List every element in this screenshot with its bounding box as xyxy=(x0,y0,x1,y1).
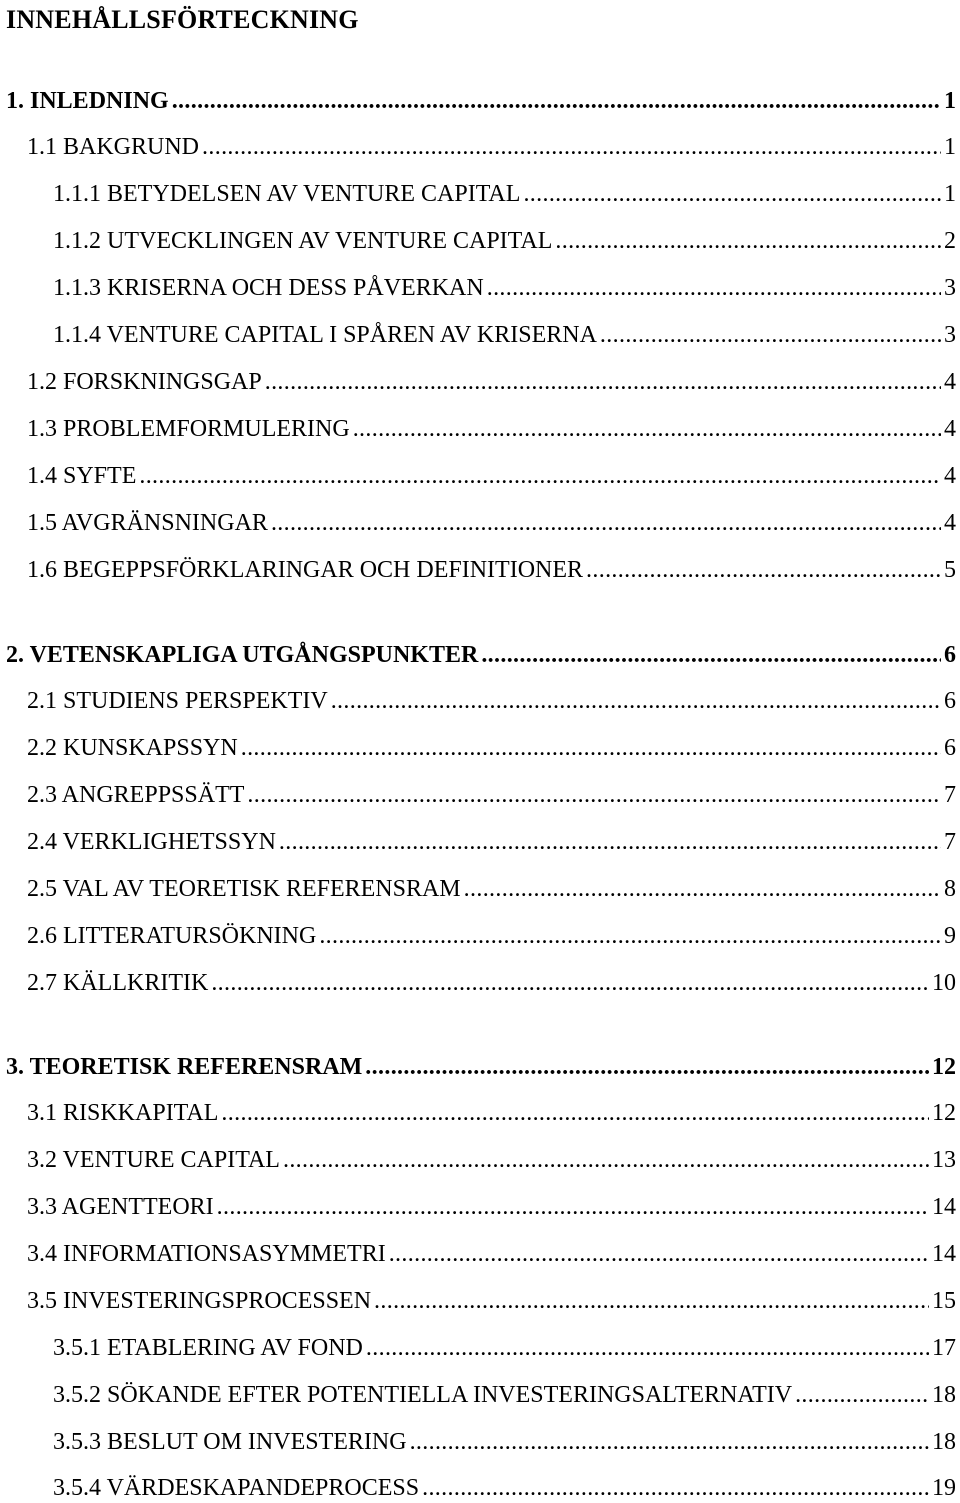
toc-entry-label: 1.1.3 KRISERNA OCH DESS PÅVERKAN xyxy=(53,275,484,301)
toc-entry-label: 3.2 VENTURE CAPITAL xyxy=(27,1147,280,1173)
toc-entry-label: 2.2 KUNSKAPSSYN xyxy=(27,735,238,761)
toc-entry-page: 4 xyxy=(944,416,956,442)
dot-leader xyxy=(265,367,941,397)
dot-leader xyxy=(221,1098,929,1128)
toc-entry-page: 15 xyxy=(932,1288,956,1314)
toc-title: INNEHÅLLSFÖRTECKNING xyxy=(6,5,359,34)
toc-entry-page: 8 xyxy=(944,876,956,902)
dot-leader xyxy=(283,1145,929,1175)
toc-entry-page: 2 xyxy=(944,228,956,254)
toc-entry[interactable] xyxy=(6,640,960,670)
dot-leader xyxy=(481,640,941,670)
toc-entry[interactable] xyxy=(27,1192,960,1222)
toc-entry-label: 2.4 VERKLIGHETSSYN xyxy=(27,829,276,855)
dot-leader xyxy=(247,780,941,810)
toc-entry[interactable] xyxy=(27,827,960,857)
toc-entry-page: 14 xyxy=(932,1194,956,1220)
dot-leader xyxy=(374,1286,929,1316)
dot-leader xyxy=(523,179,941,209)
toc-entry-page: 12 xyxy=(932,1054,956,1080)
toc-entry-page: 13 xyxy=(932,1147,956,1173)
toc-entry[interactable] xyxy=(53,226,960,256)
toc-entry-page: 3 xyxy=(944,322,956,348)
toc-entry[interactable] xyxy=(27,461,960,491)
dot-leader xyxy=(422,1473,929,1503)
dot-leader xyxy=(795,1380,929,1410)
toc-entry[interactable] xyxy=(27,555,960,585)
toc-entry-page: 7 xyxy=(944,782,956,808)
dot-leader xyxy=(202,132,941,162)
dot-leader xyxy=(586,555,941,585)
dot-leader xyxy=(353,414,941,444)
toc-entry[interactable] xyxy=(27,1098,960,1128)
toc-entry-label: 3.5.4 VÄRDESKAPANDEPROCESS xyxy=(53,1475,420,1501)
toc-entry-label: 3.3 AGENTTEORI xyxy=(27,1194,214,1220)
toc-entry-label: 2.7 KÄLLKRITIK xyxy=(27,970,209,996)
dot-leader xyxy=(365,1052,929,1082)
toc-entry-label: 1.1 BAKGRUND xyxy=(27,134,200,160)
toc-entry-page: 6 xyxy=(944,735,956,761)
dot-leader xyxy=(211,968,929,998)
dot-leader xyxy=(139,461,941,491)
dot-leader xyxy=(464,874,941,904)
dot-leader xyxy=(279,827,941,857)
toc-entry-page: 4 xyxy=(944,463,956,489)
dot-leader xyxy=(366,1333,929,1363)
toc-entry-label: 1.3 PROBLEMFORMULERING xyxy=(27,416,350,442)
toc-entry-label: 3.4 INFORMATIONSASYMMETRI xyxy=(27,1241,386,1267)
toc-entry[interactable] xyxy=(27,132,960,162)
toc-entry-page: 1 xyxy=(944,181,956,207)
dot-leader xyxy=(389,1239,929,1269)
dot-leader xyxy=(331,686,941,716)
toc-entry[interactable] xyxy=(6,86,960,116)
toc-entry-label: 3.5.3 BESLUT OM INVESTERING xyxy=(53,1429,407,1455)
toc-entry-label: 1.1.2 UTVECKLINGEN AV VENTURE CAPITAL xyxy=(53,228,553,254)
toc-entry-label: 2.6 LITTERATURSÖKNING xyxy=(27,923,317,949)
toc-entry-page: 1 xyxy=(944,134,956,160)
toc-entry-label: 1.1.4 VENTURE CAPITAL I SPÅREN AV KRISERNA xyxy=(53,322,597,348)
toc-entry-page: 17 xyxy=(932,1335,956,1361)
toc-entry[interactable] xyxy=(53,179,960,209)
toc-entry-page: 14 xyxy=(932,1241,956,1267)
toc-entry-page: 7 xyxy=(944,829,956,855)
toc-entry[interactable] xyxy=(27,921,960,951)
toc-entry[interactable] xyxy=(27,367,960,397)
toc-entry-label: 1.4 SYFTE xyxy=(27,463,137,489)
toc-entry-page: 1 xyxy=(944,88,956,114)
toc-entry[interactable] xyxy=(53,320,960,350)
toc-entry[interactable] xyxy=(27,1286,960,1316)
toc-entry-label: 1.6 BEGEPPSFÖRKLARINGAR OCH DEFINITIONER xyxy=(27,557,584,583)
toc-entry-page: 10 xyxy=(932,970,956,996)
toc-entry-label: 3.5 INVESTERINGSPROCESSEN xyxy=(27,1288,372,1314)
toc-entry-page: 12 xyxy=(932,1100,956,1126)
toc-entry-label: 2.5 VAL AV TEORETISK REFERENSRAM xyxy=(27,876,461,902)
toc-entry-page: 9 xyxy=(944,923,956,949)
toc-entry[interactable] xyxy=(53,1380,960,1410)
dot-leader xyxy=(600,320,941,350)
toc-entry[interactable] xyxy=(27,1145,960,1175)
toc-entry[interactable] xyxy=(27,686,960,716)
toc-entry-label: 1.1.1 BETYDELSEN AV VENTURE CAPITAL xyxy=(53,181,521,207)
toc-entry[interactable] xyxy=(27,414,960,444)
toc-entry-label: 2.3 ANGREPPSSÄTT xyxy=(27,782,245,808)
toc-entry-label: 2. VETENSKAPLIGA UTGÅNGSPUNKTER xyxy=(6,642,479,668)
toc-entry[interactable] xyxy=(27,874,960,904)
toc-entry[interactable] xyxy=(27,508,960,538)
dot-leader xyxy=(172,86,941,116)
toc-entry-label: 1.2 FORSKNINGSGAP xyxy=(27,369,262,395)
toc-entry-label: 3.5.2 SÖKANDE EFTER POTENTIELLA INVESTERINGSALTERNATIV xyxy=(53,1382,793,1408)
toc-entry-label: 1.5 AVGRÄNSNINGAR xyxy=(27,510,268,536)
toc-entry-page: 3 xyxy=(944,275,956,301)
dot-leader xyxy=(319,921,941,951)
toc-entry-label: 3.1 RISKKAPITAL xyxy=(27,1100,219,1126)
toc-entry-label: 3. TEORETISK REFERENSRAM xyxy=(6,1054,363,1080)
dot-leader xyxy=(555,226,941,256)
dot-leader xyxy=(487,273,941,303)
toc-entry-label: 3.5.1 ETABLERING AV FOND xyxy=(53,1335,363,1361)
dot-leader xyxy=(217,1192,929,1222)
toc-entry-page: 6 xyxy=(944,688,956,714)
toc-entry[interactable] xyxy=(53,1427,960,1457)
toc-entry-label: 1. INLEDNING xyxy=(6,88,169,114)
toc-entry[interactable] xyxy=(27,780,960,810)
toc-entry-page: 18 xyxy=(932,1382,956,1408)
toc-entry[interactable] xyxy=(53,1473,960,1503)
toc-entry-page: 18 xyxy=(932,1429,956,1455)
dot-leader xyxy=(410,1427,929,1457)
toc-entry-page: 5 xyxy=(944,557,956,583)
toc-entry[interactable] xyxy=(27,968,960,998)
toc-entry[interactable] xyxy=(53,273,960,303)
toc-entry[interactable] xyxy=(6,1052,960,1082)
toc-entry[interactable] xyxy=(27,1239,960,1269)
toc-entry-page: 4 xyxy=(944,369,956,395)
toc-entry-label: 2.1 STUDIENS PERSPEKTIV xyxy=(27,688,328,714)
dot-leader xyxy=(271,508,941,538)
toc-entry[interactable] xyxy=(27,733,960,763)
toc-entry-page: 4 xyxy=(944,510,956,536)
dot-leader xyxy=(241,733,941,763)
toc-entry-page: 6 xyxy=(944,642,956,668)
toc-entry[interactable] xyxy=(53,1333,960,1363)
toc-entry-page: 19 xyxy=(932,1475,956,1501)
